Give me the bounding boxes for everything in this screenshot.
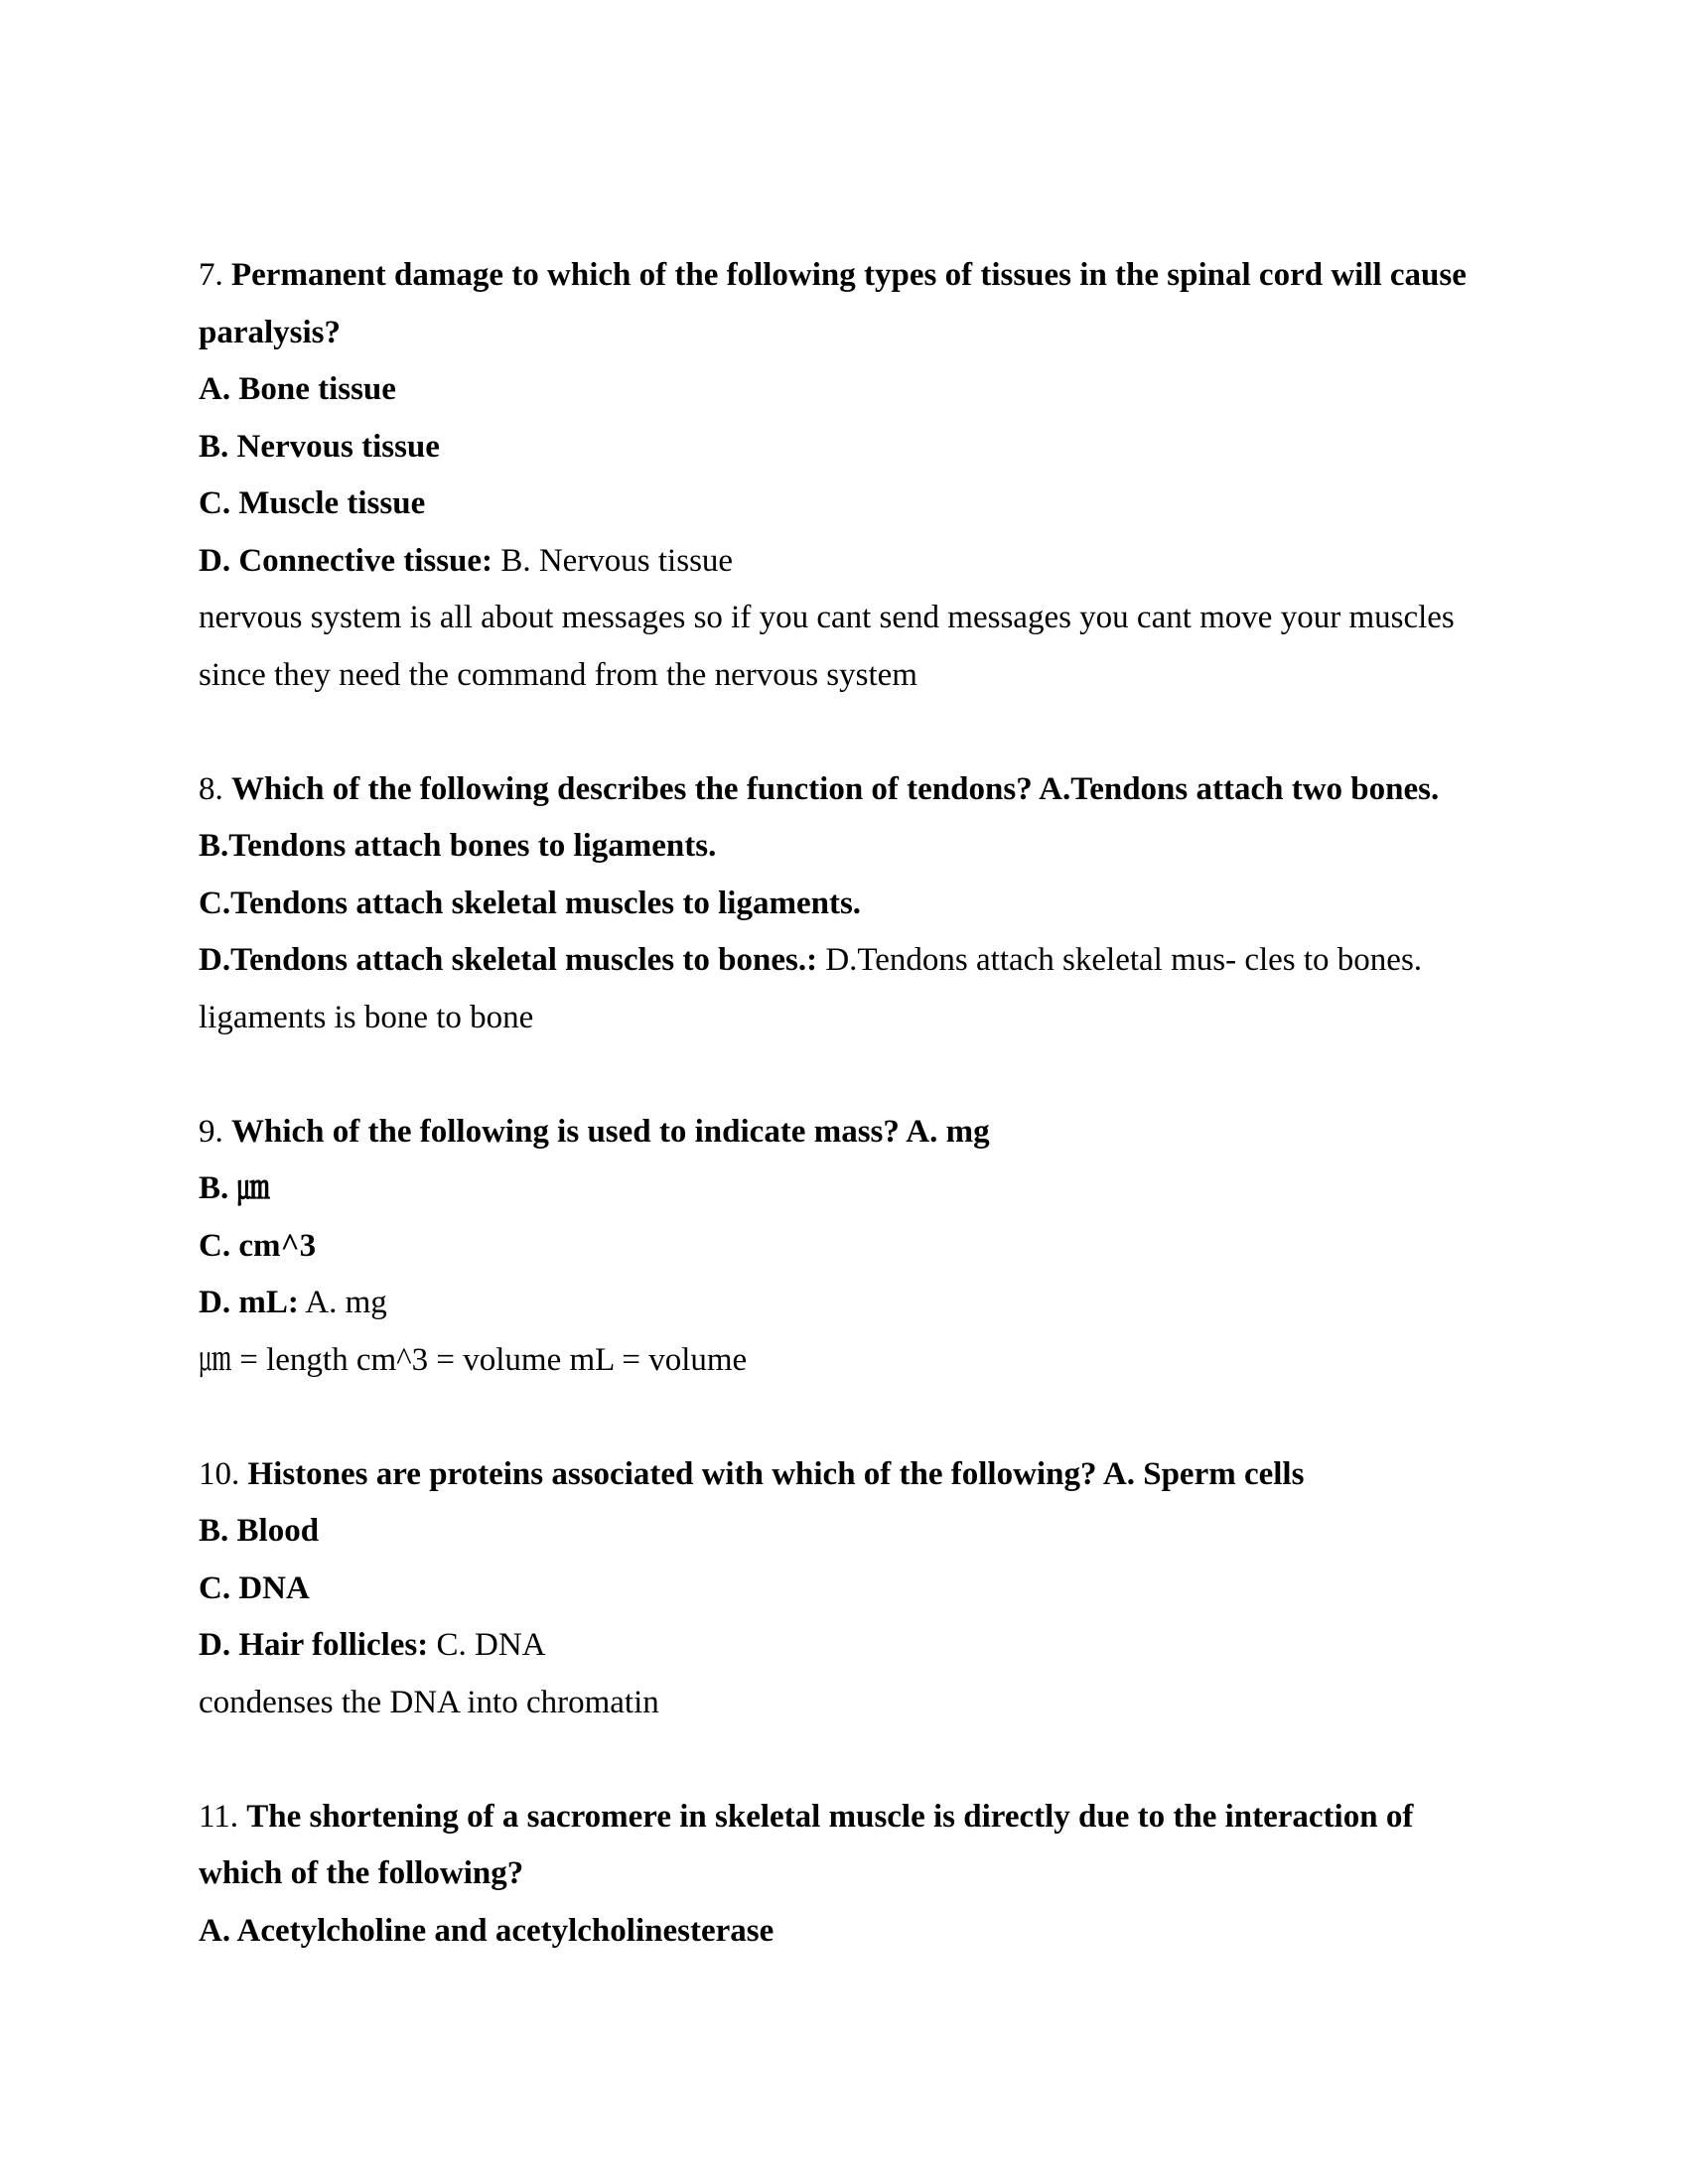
answer: C. DNA [436,1627,546,1663]
question-stem [199,1789,1489,1846]
option-c: C. cm^3 [199,1227,317,1264]
question-number: 8. [199,770,223,807]
question-stem [199,247,1489,305]
option-b: B.Tendons attach bones to ligaments. [199,828,717,864]
question-text: Which of the following describes the function of tendons? A.Tendons attach two bones. [231,770,1440,807]
option-d: D.Tendons attach skeletal muscles to bones.: [199,942,818,978]
question-stem [199,1104,1489,1161]
question-text: Histones are proteins associated with which of the following? A. Sperm cells [247,1455,1305,1492]
explanation: condenses the DNA into chromatin [199,1684,659,1720]
option-d: D. mL: [199,1285,299,1320]
question-text: Which of the following is used to indicate mass? A. mg [231,1113,990,1150]
question-stem [199,1446,1489,1504]
option-b: B. Blood [199,1513,320,1549]
answer: D.Tendons attach skeletal mus- cles to bones. [825,942,1423,978]
question-number: 9. [199,1113,223,1150]
spacer [199,1046,1489,1104]
option-b: B. Nervous tissue [199,428,440,465]
question-number: 7. [199,257,223,293]
option-c: C. Muscle tissue [199,485,426,521]
question-text: The shortening of a sacromere in skeletal muscle is directly due to the interaction of [246,1798,1414,1835]
answer: A. mg [305,1285,387,1320]
option-d-line [199,1275,1489,1332]
option-d: D. Hair follicles: [199,1627,429,1663]
spacer [199,1731,1489,1789]
option-c: C. DNA [199,1570,310,1606]
explanation: ligaments is bone to bone [199,999,534,1035]
question-block [199,247,1489,704]
question-stem [199,761,1489,819]
question-number: 10. [199,1455,240,1492]
question-block [199,1446,1489,1732]
option-d-line [199,533,1489,591]
question-text: Permanent damage to which of the following types of tissues in the spinal cord will cause [231,257,1467,293]
option-d-line [199,1617,1489,1675]
spacer [199,704,1489,761]
explanation: ㎛ = length cm^3 = volume mL = volume [199,1341,748,1378]
option-a: A. Bone tissue [199,371,396,407]
option-c: C.Tendons attach skeletal muscles to ligaments. [199,885,862,921]
explanation: nervous system is all about messages so if you cant send messages you cant move your muscles [199,600,1455,635]
question-text-continued: paralysis? [199,314,342,350]
option-a: A. Acetylcholine and acetylcholinesterase [199,1912,774,1949]
explanation-continued: since they need the command from the nervous system [199,656,917,693]
option-d: D. Connective tissue: [199,542,493,579]
question-text-continued: which of the following? [199,1855,524,1891]
question-block [199,761,1489,1047]
answer: B. Nervous tissue [500,542,734,579]
option-b: B. ㎛ [199,1170,270,1206]
question-block [199,1789,1489,1961]
question-block [199,1104,1489,1390]
spacer [199,1389,1489,1446]
question-number: 11. [199,1798,239,1835]
document-page [199,247,1489,1960]
option-d-line [199,932,1489,990]
